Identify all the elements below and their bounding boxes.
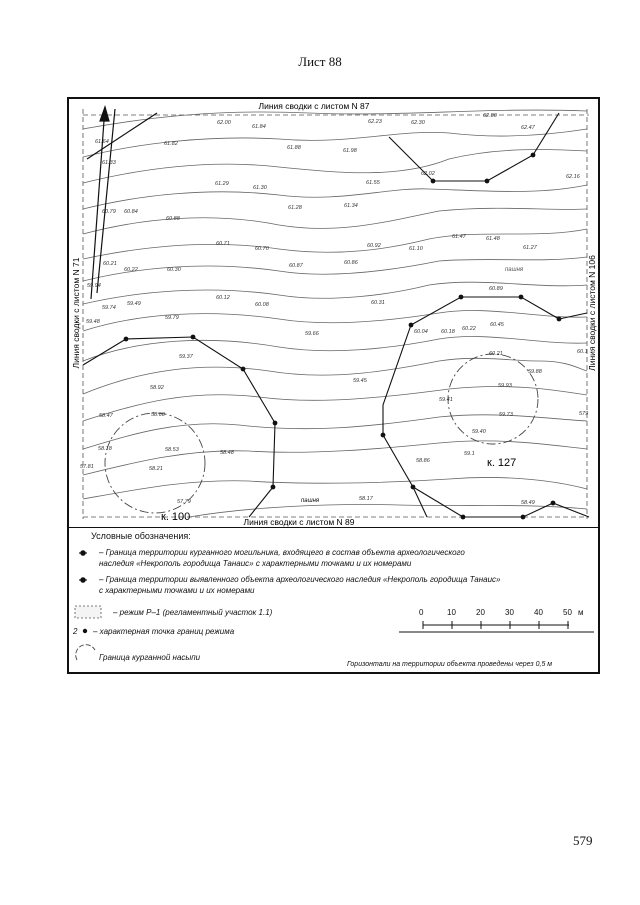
elevation-label: 59.73	[499, 412, 513, 418]
scale-tick-40: 40	[534, 608, 543, 617]
legend-item-point: – характерная точка границ режима	[93, 627, 235, 636]
elevation-label: 61.34	[344, 203, 358, 209]
elevation-label: 59.88	[528, 369, 542, 375]
legend-object-boundary-symbol	[79, 578, 87, 582]
map-frame	[67, 97, 600, 674]
elevation-label: 58.86	[416, 458, 430, 464]
elevation-label: 59.48	[86, 319, 100, 325]
elevation-label: 60.21	[489, 351, 503, 357]
match-line-bottom-label: Линия сводки с листом N 89	[243, 517, 355, 527]
elevation-label: 60.12	[216, 295, 230, 301]
elevation-label: 59.45	[353, 378, 367, 384]
elevation-label: 60.18	[441, 329, 455, 335]
elevation-label: 60.08	[255, 302, 269, 308]
elevation-label: 61.48	[486, 236, 500, 242]
legend-item-burial-boundary	[99, 547, 465, 569]
legend-point-symbol	[83, 629, 87, 633]
elevation-label: 61.10	[409, 246, 423, 252]
elevation-label: 62.00	[217, 120, 231, 126]
legend-item-point-number: 2	[73, 627, 78, 636]
elevation-label: 61.98	[343, 148, 357, 154]
elevation-label: 61.33	[102, 160, 116, 166]
scale-tick-20: 20	[476, 608, 485, 617]
legend-item2-line1: – Граница территории выявленного объекта археологического наследия «Некрополь городища Танаис»	[99, 575, 501, 584]
elevation-label: 59.79	[165, 315, 179, 321]
elevation-label: 59.40	[472, 429, 486, 435]
elevation-label: 60.31	[371, 300, 385, 306]
elevation-label: 61.64	[95, 139, 109, 145]
contour-interval-note: Горизонтали на территории объекта проведены через 0,5 м	[347, 661, 553, 668]
elevation-label: 62.23	[368, 119, 382, 125]
elevation-label: 58.48	[220, 450, 234, 456]
sheet-title: Лист 88	[298, 54, 342, 69]
elevation-label: 60.21	[103, 261, 117, 267]
match-line-top-label: Линия сводки с листом N 87	[258, 101, 370, 111]
elevation-label: 60.30	[167, 267, 181, 273]
legend-burial-boundary-symbol	[79, 551, 87, 555]
legend-item2-line2: с характерными точками и их номерами	[99, 586, 255, 595]
elevation-label: 60.79	[102, 209, 116, 215]
elevation-label: 60.71	[216, 241, 230, 247]
elevation-label: 62.02	[421, 171, 435, 177]
elevation-label: 61.47	[452, 234, 466, 240]
elevation-label: 62.47	[521, 125, 535, 131]
elevation-label: 61.55	[366, 180, 380, 186]
legend-item-regime: – режим Р–1 (регламентный участок 1.1)	[113, 608, 273, 617]
contour-lines	[83, 110, 587, 517]
legend-item-mound: Граница курганной насыпи	[99, 653, 201, 662]
map-canvas	[69, 99, 598, 527]
elevation-label: 60.88	[166, 216, 180, 222]
elevation-label: 59.66	[305, 331, 319, 337]
elevation-label: 60.86	[344, 260, 358, 266]
elevation-label: 60.84	[124, 209, 138, 215]
mound-100-label: к. 100	[161, 511, 191, 523]
page-number: 579	[573, 833, 593, 848]
elevation-label: 59.41	[439, 397, 453, 403]
elevation-label: 58.68	[151, 412, 165, 418]
elevation-label: 61.30	[253, 185, 267, 191]
elevation-label: 58.49	[521, 500, 535, 506]
legend-item1-line2: наследия «Некрополь городища Танаис» с характерными точками и их номерами	[99, 559, 412, 568]
elevation-label: 60.22	[124, 267, 138, 273]
elevation-label: 58.92	[150, 385, 164, 391]
elevation-label: 58.18	[98, 446, 112, 452]
match-line-right-label: Линия сводки с листом N 106	[587, 255, 597, 371]
elevation-label: 62.16	[566, 174, 580, 180]
elevation-label: 60.45	[490, 322, 504, 328]
elevation-label: 60.70	[255, 246, 269, 252]
map-area	[69, 99, 598, 527]
elevation-label: 60.87	[289, 263, 303, 269]
elevation-label: 62.80	[483, 113, 497, 119]
elevation-label: 60.04	[414, 329, 428, 335]
elevation-label: 59.74	[102, 305, 116, 311]
legend-mound-symbol	[76, 645, 95, 660]
scale-tick-0: 0	[419, 608, 424, 617]
field-label-right: пашня	[505, 267, 524, 273]
legend	[69, 527, 598, 673]
elevation-label: 61.82	[164, 141, 178, 147]
elevation-label: 61.27	[523, 245, 537, 251]
elevation-label: 59.93	[498, 383, 512, 389]
elevation-label: 61.88	[287, 145, 301, 151]
legend-item-object-boundary	[99, 574, 501, 596]
elevation-label: 58.53	[165, 447, 179, 453]
elevation-label: 61.28	[288, 205, 302, 211]
field-label-bottom: пашня	[301, 498, 320, 504]
elevation-label: 60.92	[367, 243, 381, 249]
elevation-label: 60.89	[489, 286, 503, 292]
elevation-label: 60.1	[577, 349, 588, 355]
elevation-label: 61.29	[215, 181, 229, 187]
elevation-label: 61.84	[252, 124, 266, 130]
elevation-label: 60.22	[462, 326, 476, 332]
scale-bar	[399, 621, 594, 632]
elevation-label: 59.37	[179, 354, 193, 360]
match-line-left-label: Линия сводки с листом N 71	[71, 257, 81, 369]
elevation-label: 59.1	[464, 451, 475, 457]
scale-tick-30: 30	[505, 608, 514, 617]
scale-unit: м	[578, 608, 584, 617]
elevation-label: 58.21	[149, 466, 163, 472]
legend-title: Условные обозначения:	[91, 531, 191, 541]
legend-item1-line1: – Граница территории курганного могильника, входящего в состав объекта археологического	[99, 548, 465, 557]
elevation-label: 62.30	[411, 120, 425, 126]
elevation-label: 57.81	[80, 464, 94, 470]
legend-regime-symbol	[75, 606, 101, 618]
elevation-label: 59.49	[127, 301, 141, 307]
elevation-label: 58.47	[99, 413, 113, 419]
scale-tick-50: 50	[563, 608, 572, 617]
elevation-label: 58.17	[359, 496, 373, 502]
scale-tick-10: 10	[447, 608, 456, 617]
north-arrow-lines	[87, 107, 157, 299]
elevation-label: 579	[579, 411, 589, 417]
elevation-label: 57.79	[177, 499, 191, 505]
mound-127-label: к. 127	[487, 457, 517, 469]
elevation-label: 59.94	[87, 283, 101, 289]
